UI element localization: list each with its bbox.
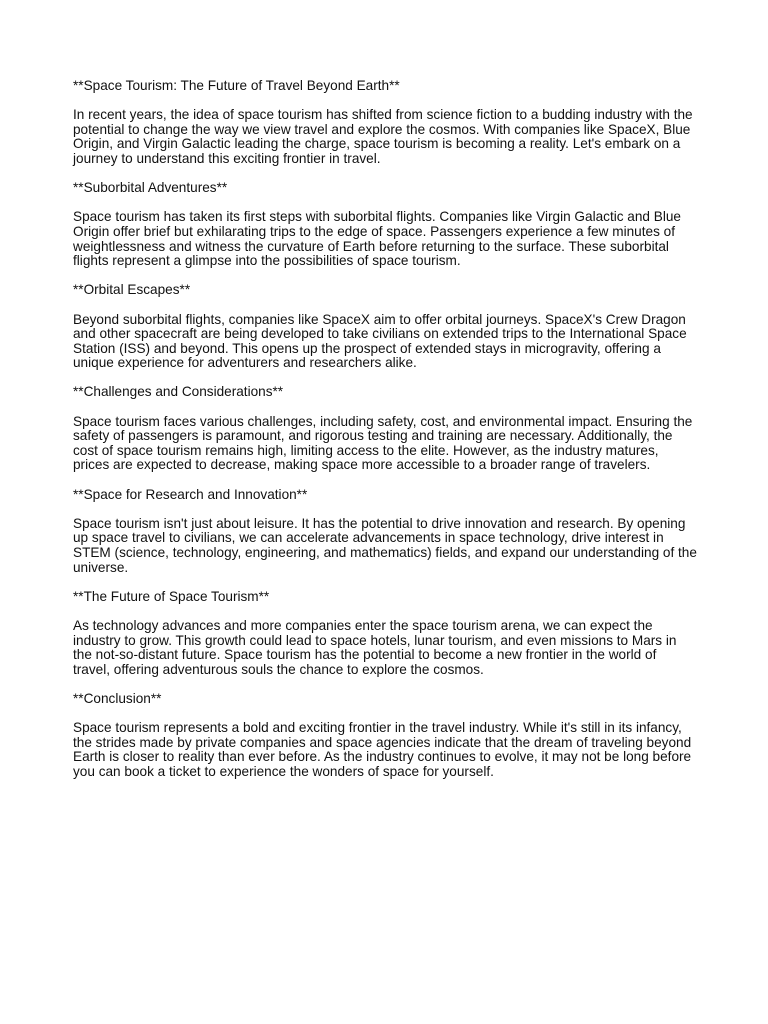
section-heading-challenges: **Challenges and Considerations**	[73, 384, 284, 400]
document-title: **Space Tourism: The Future of Travel Beyond Earth**	[73, 78, 400, 93]
section-heading-research: **Space for Research and Innovation**	[73, 486, 308, 502]
future-paragraph: As technology advances and more companies enter the space tourism arena, we can expect the industry to grow. This growth could lead to space hotels, lunar tourism, and even missions to Mars in the not-so-distant future. Space tourism has the potential to become a new frontier in the world of travel, offering adventurous souls the chance to explore the cosmos.	[73, 617, 677, 677]
section-heading-future: **The Future of Space Tourism**	[73, 588, 270, 604]
intro-paragraph: In recent years, the idea of space tourism has shifted from science fiction to a budding industry with the potential to change the way we view travel and explore the cosmos. With companies like SpaceX, Blue Origin, and Virgin Galactic leading the charge, space tourism is becoming a reality. Let's embark on a journey to understand this exciting frontier in travel.	[73, 107, 693, 166]
challenges-paragraph: Space tourism faces various challenges, including safety, cost, and environmental impact. Ensuring the safety of passengers is paramount, and rigorous testing and training are necessary. Additionally, the cost of space tourism remains high, limiting access to the elite. However, as the industry matures, prices are expected to decrease, making space more accessible to a broader range of travelers.	[73, 413, 693, 473]
research-paragraph: Space tourism isn't just about leisure. It has the potential to drive innovation and research. By opening up space travel to civilians, we can accelerate advancements in space technology, drive interest in STEM (science, technology, engineering, and mathematics) fields, and expand our understanding of the universe.	[73, 515, 697, 575]
section-heading-suborbital: **Suborbital Adventures**	[73, 180, 228, 196]
section-heading-conclusion: **Conclusion**	[73, 690, 162, 706]
conclusion-paragraph: Space tourism represents a bold and exciting frontier in the travel industry. While it's still in its infancy, the strides made by private companies and space agencies indicate that the dream of traveling beyond Earth is closer to reality than ever before. As the industry continues to evolve, it may not be long before you can book a ticket to experience the wonders of space for yourself.	[73, 720, 692, 779]
document-page	[73, 79, 697, 794]
orbital-paragraph: Beyond suborbital flights, companies like SpaceX aim to offer orbital journeys. SpaceX's Crew Dragon and other spacecraft are being developed to take civilians on extended trips to the International Space Station (ISS) and beyond. This opens up the prospect of extended stays in microgravity, offering a unique experience for adventurers and researchers alike.	[73, 311, 687, 371]
section-heading-orbital: **Orbital Escapes**	[73, 282, 191, 298]
suborbital-paragraph: Space tourism has taken its first steps with suborbital flights. Companies like Virgin Galactic and Blue Origin offer brief but exhilarating trips to the edge of space. Passengers experience a few minutes of weightlessness and witness the curvature of Earth before returning to the surface. These suborbital flights represent a glimpse into the possibilities of space tourism.	[73, 209, 681, 269]
